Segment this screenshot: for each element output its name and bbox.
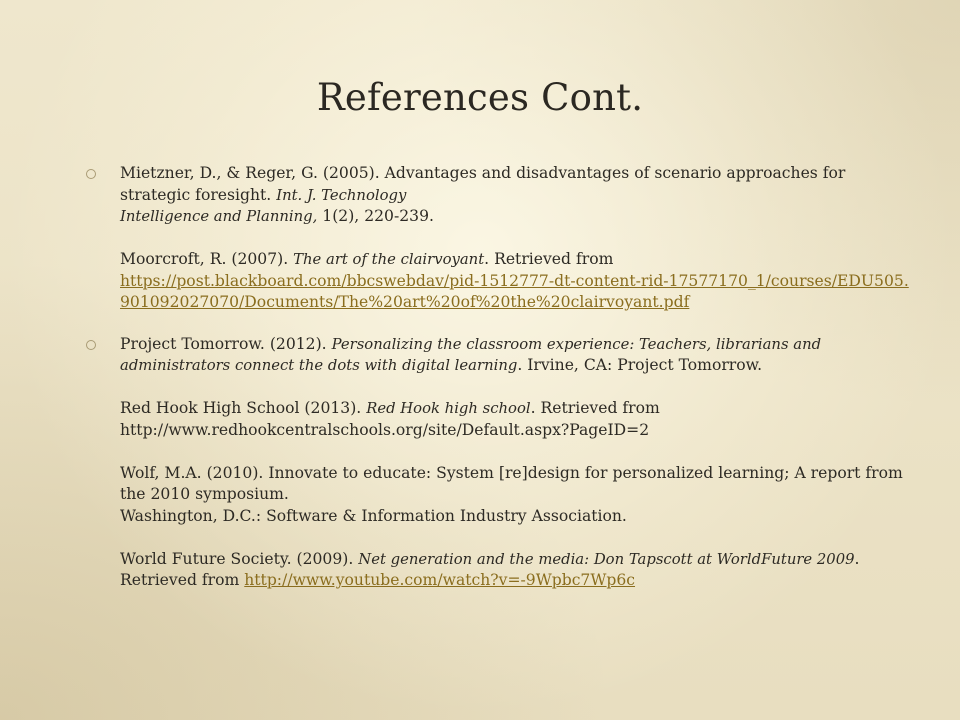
reference-text: . Retrieved from — [484, 250, 614, 268]
references-list — [86, 163, 916, 592]
reference-link[interactable]: http://www.youtube.com/watch?v=-9Wpbc7Wp6c — [244, 571, 636, 589]
reference-url: http://www.redhookcentralschools.org/site/Default.aspx?PageID=2 — [120, 420, 650, 439]
bullet-item — [86, 334, 916, 592]
reference-text: . Irvine, CA: Project Tomorrow. — [517, 356, 763, 374]
reference-title: The art of the clairvoyant — [293, 251, 485, 268]
reference-text: Mietzner, D., & Reger, G. (2005). Advantages and disadvantages of scenario approaches for strategic foresight. — [120, 164, 846, 204]
reference-journal-cont: Intelligence and Planning, — [120, 208, 318, 225]
reference-entry — [120, 249, 916, 314]
bullet-item — [86, 163, 916, 314]
reference-text: Moorcroft, R. (2007). — [120, 250, 294, 268]
reference-text: Project Tomorrow. (2012). — [120, 334, 332, 353]
reference-entry — [120, 163, 916, 228]
reference-journal: Int. J. Technology — [276, 186, 407, 204]
reference-entry — [120, 398, 916, 441]
reference-text: Retrieved from — [120, 571, 245, 589]
bullet-circle-icon — [86, 169, 96, 179]
slide-title: References Cont. — [316, 76, 644, 119]
reference-entry — [120, 463, 916, 528]
reference-title: Net generation and the media: Don Tapscott at WorldFuture 2009 — [358, 550, 855, 568]
reference-text: Wolf, M.A. (2010). Innovate to educate: System [re]design for personalized learning; A report from the 2010 symposium. — [120, 463, 903, 503]
reference-text: . — [854, 549, 860, 568]
reference-entry — [120, 549, 916, 592]
reference-text: World Future Society. (2009). — [120, 549, 359, 568]
reference-title: Red Hook high school — [366, 400, 531, 417]
reference-link[interactable]: https://post.blackboard.com/bbcswebdav/pid-1512777-dt-content-rid-17577170_1/courses/EDU505.901092027070/Documents/The%20art%20of%20the%20clairvoyant.pdf — [120, 271, 909, 311]
reference-entry — [120, 334, 916, 377]
reference-publisher: Washington, D.C.: Software & Information Industry Association. — [120, 506, 627, 525]
reference-text: . Retrieved from — [530, 399, 660, 417]
reference-text: Red Hook High School (2013). — [120, 399, 367, 417]
reference-title: Personalizing the classroom experience: Teachers, librarians and administrators connect the dots with digital learning — [120, 335, 822, 374]
reference-volume: 1(2), 220-239. — [317, 207, 434, 225]
bullet-circle-icon — [86, 340, 96, 350]
